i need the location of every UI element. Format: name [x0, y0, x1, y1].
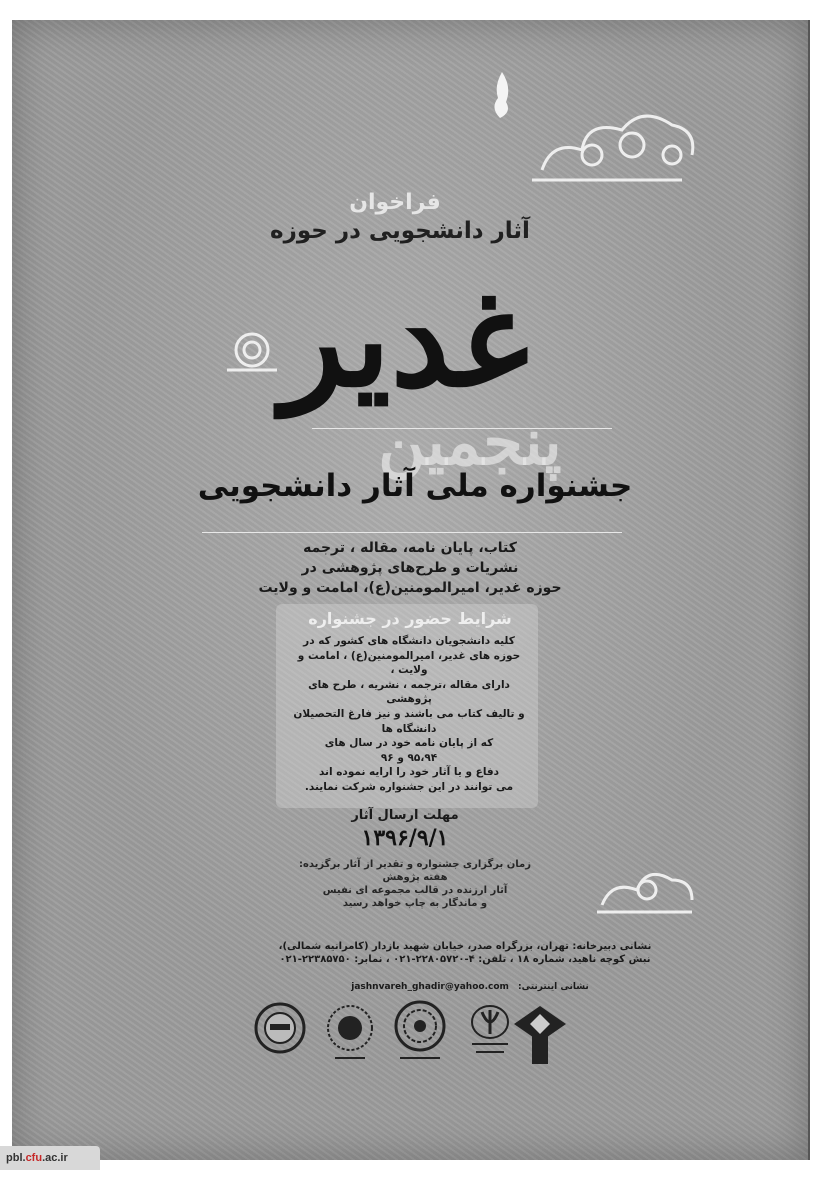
condition-line: دارای مقاله ،ترجمه ، نشریه ، طرح های پژوهشی — [308, 678, 510, 706]
subject-line: آثار دانشجویی در حوزه — [270, 218, 530, 244]
email-label: نشانی اینترنتی: — [518, 982, 589, 992]
results-block — [290, 858, 540, 910]
category-line: کتاب، پایان نامه، مقاله ، ترجمه — [303, 540, 517, 556]
islamic-azad-university-logo — [514, 1006, 566, 1064]
condition-line: و تالیف کتاب می باشند و نیز فارغ التحصیلان دانشگاه ها — [293, 707, 525, 735]
logos-row — [250, 996, 590, 1076]
address-line: نشانی دبیرخانه: تهران، بزرگراه صدر، خیابان شهید بازدار (کامرانیه شمالی)، — [278, 941, 652, 952]
conditions-body — [284, 634, 534, 795]
categories-block — [240, 538, 580, 598]
category-line: نشریات و طرح‌های پژوهشی در — [301, 560, 519, 576]
footer-prefix: pbl. — [6, 1152, 26, 1164]
rosette-seal-logo — [396, 1002, 444, 1058]
results-line: و ماندگار به چاپ خواهد رسید — [342, 898, 488, 909]
university-sunburst-logo — [328, 1006, 372, 1058]
iran-emblem-logo — [472, 1006, 508, 1052]
jihad-daneshgahi-logo — [256, 1004, 304, 1052]
condition-line: کلیه دانشجویان دانشگاه های کشور که در — [303, 635, 515, 647]
festival-name: جشنواره ملی آثار دانشجویی — [197, 468, 633, 504]
results-line: زمان برگزاری جشنواره و تقدیر از آثار برگزیده: — [298, 859, 532, 870]
conditions-title: شرایط حضور در جشنواره — [308, 609, 512, 628]
cloud-ornament-bottom-right — [592, 850, 702, 920]
condition-line: دفاع و یا آثار خود را ارایه نموده اند — [318, 766, 500, 779]
footer-suffix: .ac.ir — [42, 1152, 68, 1164]
address-line: نبش کوچه ناهید، شماره ۱۸ ، تلفن: ۴-۲۲۸۰۵۷۲۰-۰۲۱ ، نمابر: ۲۲۳۸۵۷۵۰-۰۲۱ — [279, 954, 651, 965]
call-word: فراخوان — [349, 190, 441, 215]
condition-line: حوزه های غدیر، امیرالمومنین(ع) ، امامت و ولایت ، — [297, 649, 521, 677]
footer-highlight: cfu — [25, 1152, 43, 1164]
condition-line: که از پایان نامه خود در سال های — [324, 737, 494, 750]
main-title: غدیر — [281, 262, 529, 417]
deadline-label: مهلت ارسال آثار — [351, 808, 459, 823]
condition-line: می توانند در این جشنواره شرکت نمایند. — [304, 780, 514, 793]
category-line: حوزه غدیر، امیرالمومنین(ع)، امامت و ولایت — [258, 580, 562, 596]
address-block — [230, 940, 700, 966]
email-line — [300, 982, 640, 992]
results-line: هفته پژوهش — [382, 872, 448, 883]
cloud-ornament-top-right — [522, 100, 712, 190]
deadline-date: ۱۳۹۶/۹/۱ — [361, 825, 449, 851]
tear-mark — [490, 70, 520, 120]
results-line: آثار ارزنده در قالب مجموعه ای نفیس — [322, 885, 508, 896]
edition-title: پنجمین — [378, 405, 562, 480]
footer-source-badge[interactable] — [0, 1146, 100, 1170]
divider-bottom — [202, 532, 622, 533]
email-address[interactable]: jashnvareh_ghadir@yahoo.com — [351, 982, 509, 992]
condition-line: ۹۵،۹۴ و ۹۶ — [380, 751, 438, 764]
